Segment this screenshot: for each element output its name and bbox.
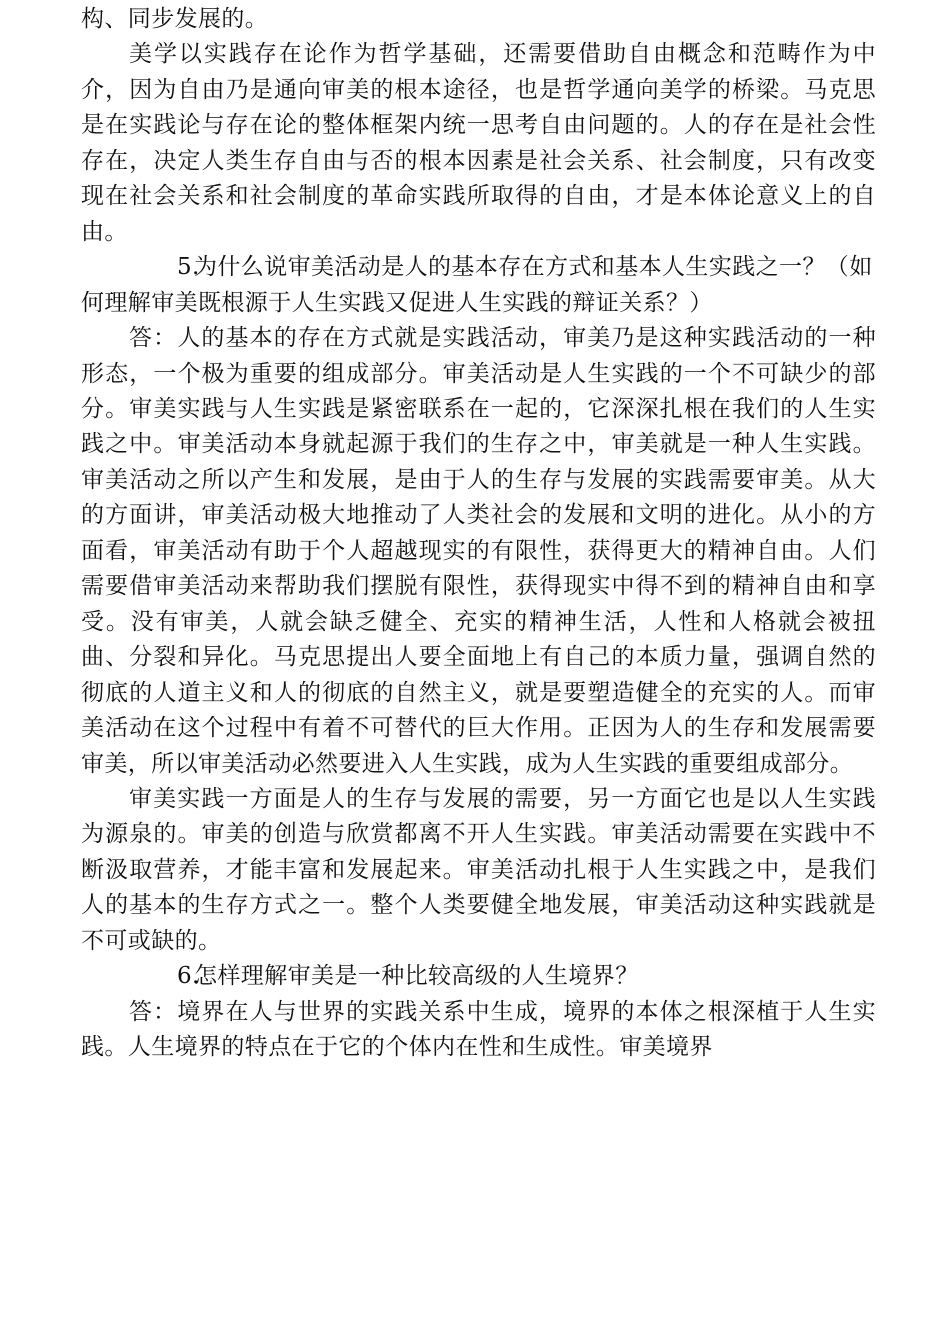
question-text: 为什么说审美活动是人的基本存在方式和基本人生实践之一？（如何理解审美既根源于人生实践又促进人生实践的辩证关系？） — [81, 254, 873, 316]
question-number: 5. — [177, 254, 200, 281]
answer-5-paragraph-1: 答：人的基本的存在方式就是实践活动，审美乃是这种实践活动的一种形态，一个极为重要的组成部分。审美活动是人生实践的一个不可缺少的部分。审美实践与人生实践是紧密联系在一起的，它深深扎根在我们的人生实践之中。审美活动本身就起源于我们的生存之中，审美就是一种人生实践。审美活动之所以产生和发展，是由于人的生存与发展的实践需要审美。从大的方面讲，审美活动极大地推动了人类社会的发展和文明的进化。从小的方面看，审美活动有助于个人超越现实的有限性，获得更大的精神自由。人们需要借审美活动来帮助我们摆脱有限性，获得现实中得不到的精神自由和享受。没有审美，人就会缺乏健全、充实的精神生活，人性和人格就会被扭曲、分裂和异化。马克思提出人要全面地上有自己的本质力量，强调自然的彻底的人道主义和人的彻底的自然主义，就是要塑造健全的充实的人。而审美活动在这个过程中有着不可替代的巨大作用。正因为人的生存和发展需要审美，所以审美活动必然要进入人生实践，成为人生实践的重要组成部分。 — [81, 325, 876, 777]
paragraph-aesthetics-freedom: 美学以实践存在论作为哲学基础，还需要借助自由概念和范畴作为中介，因为自由乃是通向审美的根本途径，也是哲学通向美学的桥梁。马克思是在实践论与存在论的整体框架内统一思考自由问题的。人的存在是社会性存在，决定人类生存自由与否的根本因素是社会关系、社会制度，只有改变现在社会关系和社会制度的革命实践所取得的自由，才是本体论意义上的自由。 — [81, 41, 876, 245]
answer-5-paragraph-2: 审美实践一方面是人的生存与发展的需要，另一方面它也是以人生实践为源泉的。审美的创造与欣赏都离不开人生实践。审美活动需要在实践中不断汲取营养，才能丰富和发展起来。审美活动扎根于人生实践之中，是我们人的基本的生存方式之一。整个人类要健全地发展，审美活动这种实践就是不可或缺的。 — [81, 785, 876, 954]
question-5 — [81, 250, 876, 321]
answer-6-paragraph-1: 答：境界在人与世界的实践关系中生成，境界的本体之根深植于人生实践。人生境界的特点在于它的个体内在性和生成性。审美境界 — [81, 998, 876, 1061]
document-page — [81, 2, 876, 1066]
question-number: 6. — [177, 963, 200, 990]
question-text: 怎样理解审美是一种比较高级的人生境界？ — [194, 963, 639, 990]
paragraph-continuation: 构、同步发展的。 — [81, 6, 269, 32]
question-6 — [81, 959, 876, 994]
